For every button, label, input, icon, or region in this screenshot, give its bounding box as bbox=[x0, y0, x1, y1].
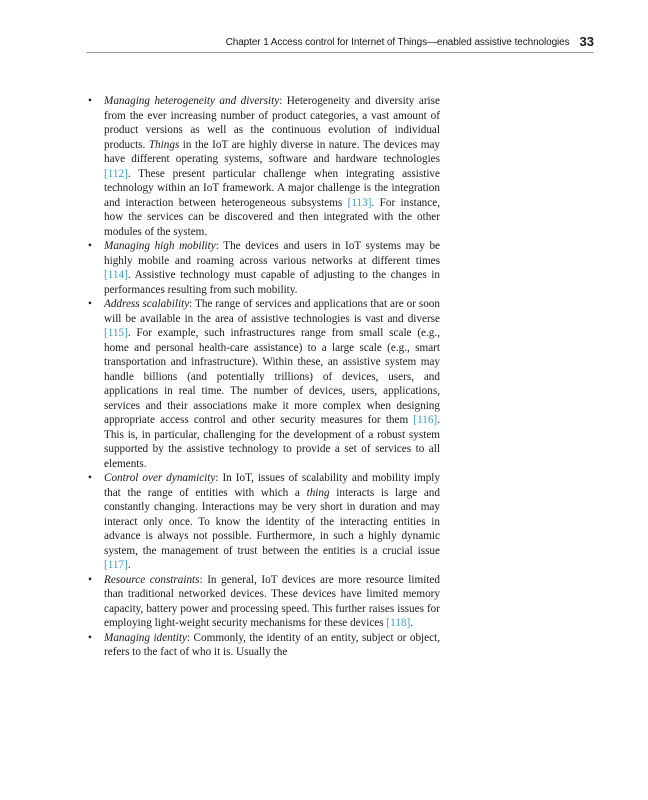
bullet-text: : Commonly, the identity of an entity, subject or object, refers to the fact of who it is. Usually the bbox=[104, 631, 440, 658]
bullet-item bbox=[86, 471, 440, 573]
bullet-text: interacts is large and constantly changing. Interactions may be very short in duration and may interact only once. To know the identity of the interacting entities in advance is always not possible. Furthermore, in such a highly dynamic system, the management of trust between the entities is a crucial issue bbox=[104, 486, 440, 557]
bullet-text: : The devices and users in IoT systems may be highly mobile and roaming across various networks at different times bbox=[104, 240, 441, 267]
bullet-dot-icon: • bbox=[88, 95, 92, 107]
bullet-dot-icon: • bbox=[88, 573, 92, 586]
bullet-item bbox=[86, 631, 440, 660]
citation-link[interactable]: [117] bbox=[104, 559, 128, 571]
citation-link[interactable]: [118] bbox=[386, 617, 411, 629]
bullet-text: . Assistive technology must capable of adjusting to the changes in performances resulting from such mobility. bbox=[104, 269, 440, 296]
bullet-dot-icon: • bbox=[88, 631, 92, 644]
bullet-text: . bbox=[410, 617, 414, 629]
body-text bbox=[86, 94, 440, 660]
bullet-term: Managing identity bbox=[104, 631, 187, 644]
bullet-dot-icon: • bbox=[88, 472, 92, 484]
bullet-item bbox=[86, 94, 440, 239]
bullet-term: Resource constraints bbox=[104, 573, 200, 586]
bullet-term: Control over dynamicity bbox=[104, 472, 216, 484]
bullet-term: Managing high mobility bbox=[104, 240, 216, 252]
page-number: 33 bbox=[579, 34, 594, 49]
bullet-dot-icon: • bbox=[88, 298, 92, 310]
bullet-text: . These present particular challenge when integrating assistive technology within an IoT framework. A major challenge is the integration and interaction between heterogeneous subsystems bbox=[104, 167, 440, 209]
citation-link[interactable]: [112] bbox=[104, 167, 128, 180]
citation-link[interactable]: [115] bbox=[104, 327, 128, 339]
bullet-text: in the IoT are highly diverse in nature. The devices may have different operating systems, software and hardware technologies bbox=[104, 138, 441, 165]
citation-link[interactable]: [116] bbox=[413, 414, 438, 426]
bullet-term: Address scalability bbox=[104, 298, 190, 310]
bullet-text: . bbox=[127, 559, 131, 571]
bullet-term: Managing heterogeneity and diversity bbox=[104, 95, 280, 107]
bullet-text: : In general, IoT devices are more resource limited than traditional networked devices. These devices have limited memory capacity, battery power and processing speed. This further raises issues for employing light-weight security mechanisms for these devices bbox=[104, 573, 440, 629]
emphasis-text: Things bbox=[148, 138, 180, 151]
bullet-item bbox=[86, 239, 440, 297]
bullet-list bbox=[86, 94, 440, 660]
bullet-text: : In IoT, issues of scalability and mobility imply that the range of entities with which a bbox=[104, 472, 441, 499]
bullet-dot-icon: • bbox=[88, 240, 92, 252]
bullet-text: : The range of services and applications that are or soon will be available in the area of assistive technologies is vast and diverse bbox=[104, 298, 440, 325]
bullet-item bbox=[86, 297, 440, 471]
bullet-text: . For example, such infrastructures range from small scale (e.g., home and personal health-care assistance) to a large scale (e.g., smart transportation and infrastructure). Within these, an assistive system may handle billions (and potentially trillions) of devices, users, and applications in real time. The number of devices, users, applications, services and their associations make it more complex when designing appropriate access control and other security measures for them bbox=[104, 327, 440, 426]
bullet-text: . For instance, how the services can be discovered and then integrated with the other modules of the system. bbox=[104, 196, 440, 238]
citation-link[interactable]: [114] bbox=[104, 269, 128, 281]
page-header bbox=[86, 34, 594, 53]
bullet-text: . This is, in particular, challenging for the development of a robust system supported by the assistive technology to provide a set of services to all elements. bbox=[104, 414, 440, 470]
citation-link[interactable]: [113] bbox=[347, 196, 372, 209]
emphasis-text: thing bbox=[306, 486, 330, 499]
bullet-item bbox=[86, 573, 440, 631]
bullet-text: : Heterogeneity and diversity arise from the ever increasing number of product categories, a vast amount of product versions as well as the continuous evolution of individual products. bbox=[104, 95, 440, 151]
running-head: Chapter 1 Access control for Internet of Things—enabled assistive technologies bbox=[225, 37, 570, 48]
